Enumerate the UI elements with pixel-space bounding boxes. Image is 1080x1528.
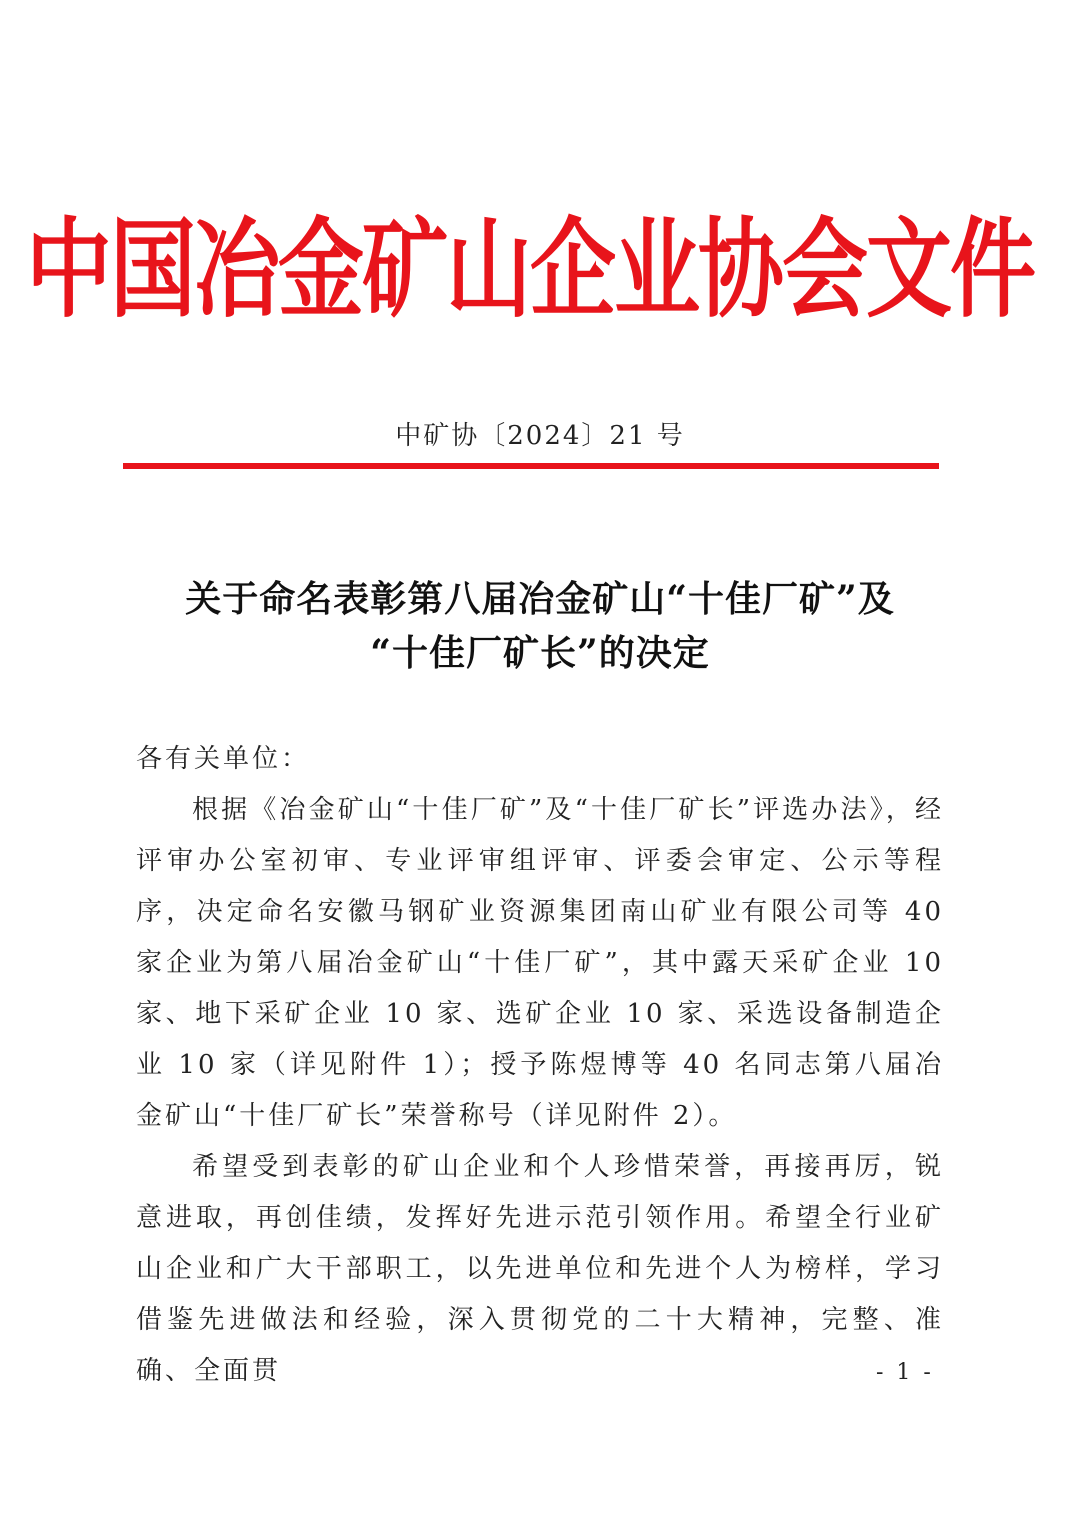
document-number: 中矿协〔2024〕21 号: [395, 421, 685, 451]
red-divider-line: [123, 463, 939, 469]
masthead-title: 中国冶金矿山企业协会文件: [26, 207, 1034, 333]
salutation: 各有关单位：: [136, 744, 311, 774]
title-line-2: “十佳厂矿长”的决定: [370, 632, 710, 674]
body-paragraph-2: 希望受到表彰的矿山企业和个人珍惜荣誉，再接再厉，锐意进取，再创佳绩，发挥好先进示范引领作用。希望全行业矿山企业和广大干部职工，以先进单位和先进个人为榜样，学习借鉴先进做法和经验，深入贯彻党的二十大精神，完整、准确、全面贯: [136, 1152, 944, 1386]
title-line-1: 关于命名表彰第八届冶金矿山“十佳厂矿”及: [185, 578, 895, 620]
page-number: - 1 -: [876, 1360, 934, 1385]
document-body: [136, 785, 944, 1397]
document-title: [120, 572, 960, 680]
body-paragraph-1: 根据《冶金矿山“十佳厂矿”及“十佳厂矿长”评选办法》，经评审办公室初审、专业评审组评审、评委会审定、公示等程序，决定命名安徽马钢矿业资源集团南山矿业有限公司等 40 家企业为第八届冶金矿山“十佳厂矿”，其中露天采矿企业 10 家、地下采矿企业 10 家、选矿企业 10 家、采选设备制造企业 10 家（详见附件 1）；授予陈煜博等 40 名同志第八届冶金矿山“十佳厂矿长”荣誉称号（详见附件 2）。: [136, 795, 944, 1131]
